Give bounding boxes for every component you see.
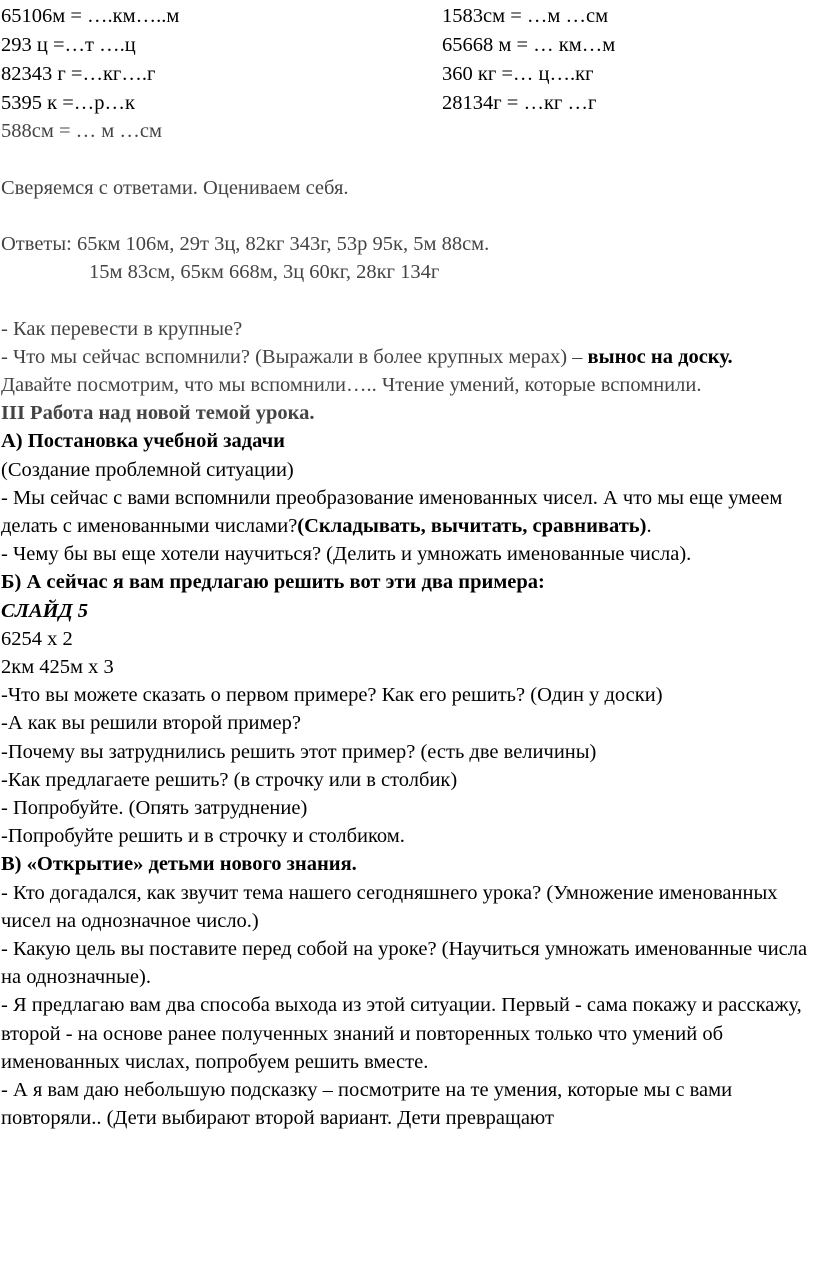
section-c-title: В) «Открытие» детьми нового знания. bbox=[1, 853, 357, 876]
conversion-right-3: 360 кг =… ц….кг bbox=[442, 63, 594, 85]
ways-paragraph: - Я предлагаю вам два способа выхода из этой ситуации. Первый - сама покажу и расскажу, второй - на основе ранее полученных знаний и повторенных только что умений об именованных числах, попробуем решить вместе. bbox=[1, 994, 802, 1073]
conversion-right-2: 65668 м = … км…м bbox=[442, 34, 616, 56]
dialogue-line-1: -Что вы можете сказать о первом примере? Как его решить? (Один у доски) bbox=[1, 684, 663, 707]
numbers-paragraph-bold: (Складывать, вычитать, сравнивать) bbox=[297, 515, 647, 538]
question-convert: - Как перевести в крупные? bbox=[1, 317, 243, 340]
lesson-text bbox=[1, 174, 813, 1133]
conversion-left-3: 82343 г =…кг….г bbox=[1, 63, 156, 85]
conversion-left-1: 65106м = ….км…..м bbox=[1, 5, 180, 27]
slide-label bbox=[1, 597, 813, 625]
dialogue-line-4: -Как предлагаете решить? (в строчку или в столбик) bbox=[1, 768, 458, 791]
section-3-heading bbox=[1, 399, 813, 427]
conversion-left-2: 293 ц =…т ….ц bbox=[1, 34, 136, 56]
example-1: 6254 х 2 bbox=[1, 627, 73, 650]
problem-situation: (Создание проблемной ситуации) bbox=[1, 458, 294, 481]
numbers-paragraph bbox=[1, 484, 813, 540]
dialogue-line-2: -А как вы решили второй пример? bbox=[1, 712, 301, 735]
check-instruction: Сверяемся с ответами. Оцениваем себя. bbox=[1, 177, 349, 199]
answers-line-1: Ответы: 65км 106м, 29т 3ц, 82кг 343г, 53р 95к, 5м 88см. bbox=[1, 233, 490, 256]
dialogue-line-6: -Попробуйте решить и в строчку и столбиком. bbox=[1, 825, 405, 848]
question-remembered-bold: вынос на доску. bbox=[587, 345, 733, 368]
question-remembered bbox=[1, 343, 813, 371]
numbers-paragraph-text: - Мы сейчас с вами вспомнили преобразование именованных чисел. А что мы еще умеем делать с именованными числами? bbox=[1, 486, 783, 538]
section-b-heading bbox=[1, 568, 813, 596]
section-a-heading bbox=[1, 427, 813, 455]
learn-paragraph: - Чему бы вы еще хотели научиться? (Делить и умножать именованные числа). bbox=[1, 543, 692, 566]
section-b-title: Б) А сейчас я вам предлагаю решить вот эти два примера: bbox=[1, 571, 545, 594]
answers-line-2: 15м 83см, 65км 668м, 3ц 60кг, 28кг 134г bbox=[89, 261, 440, 284]
conversion-left-5: 588см = … м …см bbox=[1, 120, 162, 142]
conversion-left-4: 5395 к =…р…к bbox=[1, 92, 135, 114]
conversion-right-4: 28134г = …кг …г bbox=[442, 92, 597, 114]
review-paragraph: Давайте посмотрим, что мы вспомнили….. Чтение умений, которые вспомнили. bbox=[1, 374, 702, 397]
hint-paragraph: - А я вам даю небольшую подсказку – посмотрите на те умения, которые мы с вами повторяли.. (Дети выбирают второй вариант. Дети превращают bbox=[1, 1079, 733, 1130]
slide-label-text: СЛАЙД 5 bbox=[1, 599, 88, 622]
dialogue-line-5: - Попробуйте. (Опять затруднение) bbox=[1, 797, 308, 820]
conversion-right-1: 1583см = …м …см bbox=[442, 5, 609, 27]
goal-paragraph: - Какую цель вы поставите перед собой на уроке? (Научиться умножать именованные числа на однозначные). bbox=[1, 938, 808, 989]
numbers-paragraph-end: . bbox=[646, 515, 652, 538]
question-remembered-text: - Что мы сейчас вспомнили? (Выражали в более крупных мерах) – bbox=[1, 345, 588, 368]
dialogue-line-3: -Почему вы затруднились решить этот пример? (есть две величины) bbox=[1, 740, 597, 763]
section-a-title: А) Постановка учебной задачи bbox=[1, 430, 285, 453]
section-c-heading bbox=[1, 850, 813, 878]
topic-paragraph: - Кто догадался, как звучит тема нашего сегодняшнего урока? (Умножение именованных чисел на однозначное число.) bbox=[1, 881, 778, 932]
example-2: 2км 425м х 3 bbox=[1, 656, 114, 679]
section-3-title: III Работа над новой темой урока. bbox=[1, 402, 315, 425]
